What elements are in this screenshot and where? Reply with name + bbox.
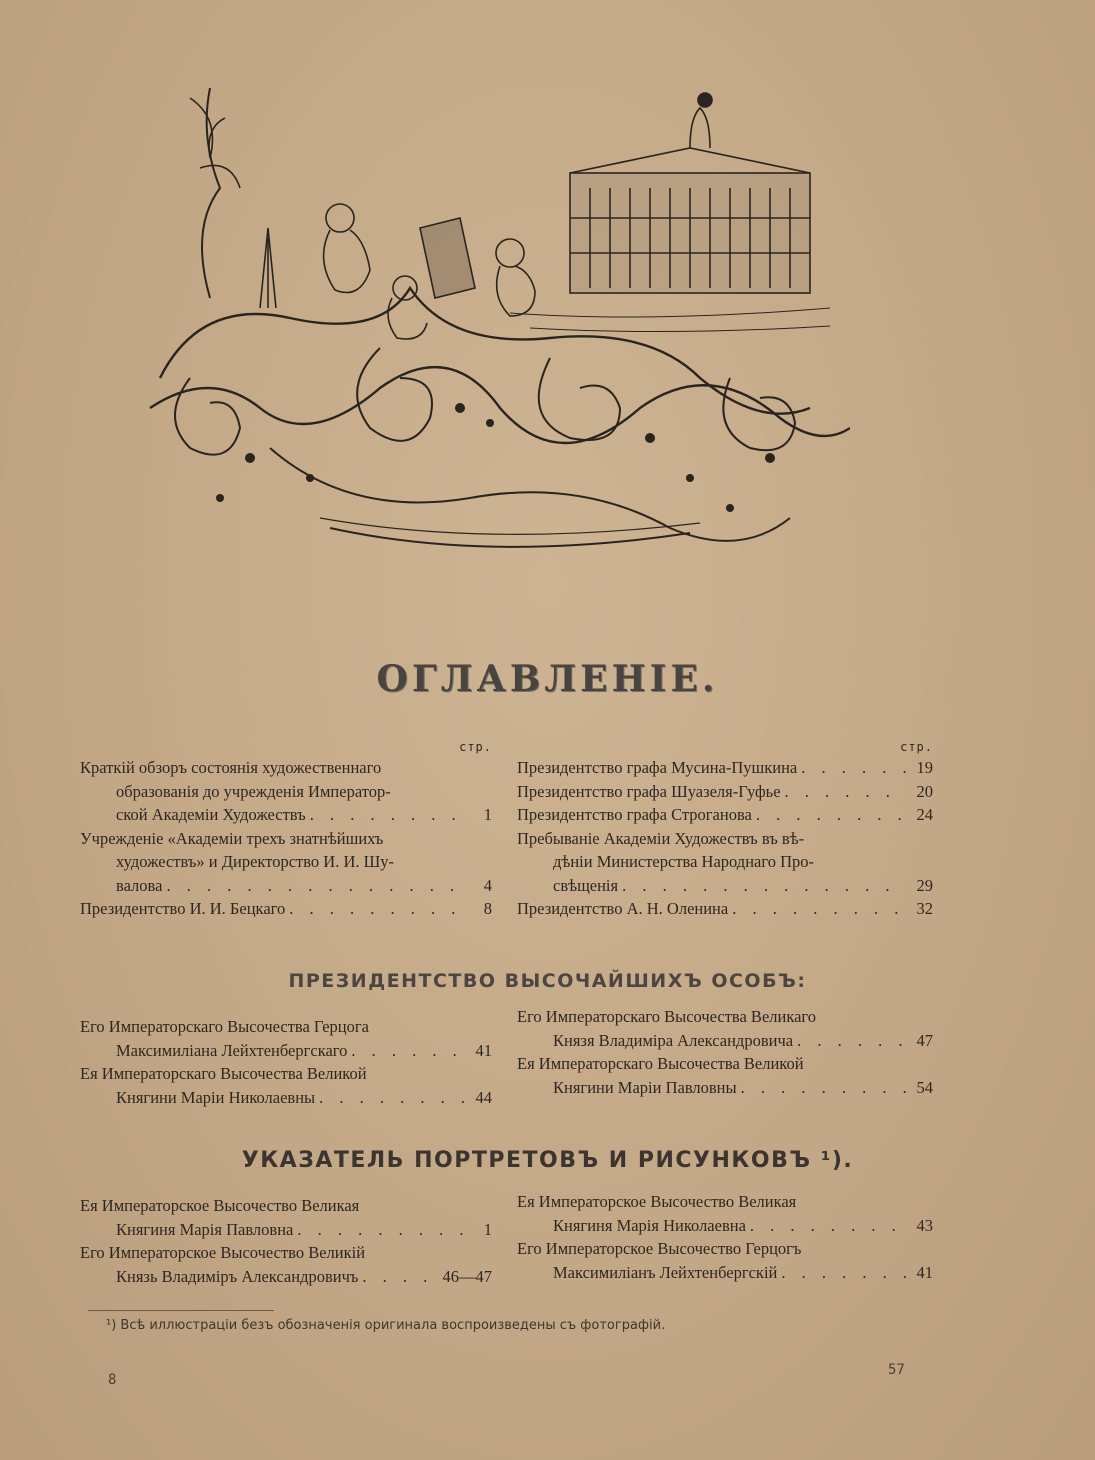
toc-entry <box>517 780 933 804</box>
toc-entry <box>517 756 933 780</box>
toc-line: Его Императорское Высочество Герцогъ <box>517 1239 802 1258</box>
leader-dots <box>797 756 907 780</box>
palace-illustration <box>570 93 810 293</box>
toc-entry <box>517 1052 933 1099</box>
toc-line: Максимиліана Лейхтенбергскаго <box>116 1040 348 1060</box>
leader-dots <box>781 780 907 804</box>
left-page-number: 8 <box>108 1372 117 1388</box>
toc-line: Княгиня Марія Павловна <box>116 1219 294 1239</box>
toc-page-number: 46—47 <box>442 1266 492 1286</box>
toc-line: валова <box>116 875 163 895</box>
page-column-label: стр. <box>900 740 933 754</box>
toc-page-number: 4 <box>483 875 492 895</box>
toc-line: Князя Владиміра Александровича <box>553 1030 794 1050</box>
toc-entry <box>517 827 933 898</box>
leader-dots <box>752 803 907 827</box>
right-page-number: 57 <box>888 1362 905 1378</box>
toc-line: Президентство И. И. Бецкаго <box>80 899 286 918</box>
leader-dots <box>162 874 466 898</box>
toc-line: художествъ» и Директорство И. И. Шу- <box>116 852 395 871</box>
toc-entry <box>80 1194 492 1241</box>
toc-line: дѣніи Министерства Народнаго Про- <box>553 852 815 871</box>
leader-dots <box>347 1039 466 1063</box>
leader-dots <box>358 1265 436 1289</box>
toc-line: Президентство графа Строганова <box>517 805 752 824</box>
section3-right-column <box>517 1190 933 1284</box>
toc-page-number: 1 <box>483 1219 492 1239</box>
toc-entry <box>517 1237 933 1284</box>
toc-entry <box>517 803 933 827</box>
contents-right-column <box>517 738 933 921</box>
section2-right-column <box>517 1005 933 1099</box>
toc-entry <box>517 897 933 921</box>
leader-dots <box>306 803 466 827</box>
toc-line: Князь Владиміръ Александровичъ <box>116 1266 359 1286</box>
toc-page-number: 44 <box>475 1087 492 1107</box>
toc-page-number: 47 <box>916 1030 933 1050</box>
toc-line: Ея Императорское Высочество Великая <box>517 1192 797 1211</box>
toc-line: Пребываніе Академіи Художествъ въ вѣ- <box>517 828 805 848</box>
leader-dots <box>746 1214 907 1238</box>
toc-page-number: 43 <box>916 1215 933 1235</box>
section3-left-column <box>80 1194 492 1288</box>
toc-line: Княгиня Марія Николаевна <box>553 1215 746 1235</box>
toc-page-number: 29 <box>916 875 933 895</box>
toc-line: Президентство графа Шуазеля-Гуфье <box>517 781 781 801</box>
toc-line: Княгини Маріи Николаевны <box>116 1087 316 1107</box>
toc-page-number: 1 <box>483 805 492 824</box>
leader-dots <box>793 1029 907 1053</box>
leader-dots <box>618 874 907 898</box>
page-column-label: стр. <box>459 740 492 754</box>
leader-dots <box>285 897 466 921</box>
section2-left-column <box>80 1015 492 1109</box>
toc-line: Его Императорское Высочество Великій <box>80 1243 366 1262</box>
contents-left-column <box>80 738 492 921</box>
toc-page-number: 41 <box>916 1262 933 1282</box>
toc-entry <box>80 897 492 921</box>
section-heading-presidency: ПРЕЗИДЕНТСТВО ВЫСОЧАЙШИХЪ ОСОБЪ: <box>288 970 807 992</box>
contents-heading: ОГЛАВЛЕНІЕ. <box>376 658 719 700</box>
leader-dots <box>777 1261 907 1285</box>
toc-line: Его Императорскаго Высочества Великаго <box>517 1007 817 1026</box>
toc-line: Ея Императорское Высочество Великая <box>80 1196 360 1215</box>
toc-line: ской Академіи Художествъ <box>116 805 306 824</box>
toc-page-number: 41 <box>475 1040 492 1060</box>
toc-line: Княгини Маріи Павловны <box>553 1077 737 1097</box>
toc-page-number: 24 <box>916 805 933 824</box>
toc-entry <box>80 756 492 827</box>
toc-line: Ея Императорскаго Высочества Великой <box>517 1054 804 1073</box>
toc-page-number: 20 <box>916 781 933 801</box>
toc-line: Его Императорскаго Высочества Герцога <box>80 1017 369 1036</box>
toc-entry <box>80 1241 492 1288</box>
leader-dots <box>293 1218 466 1242</box>
toc-line: Ея Императорскаго Высочества Великой <box>80 1064 367 1083</box>
toc-line: свѣщенія <box>553 875 619 895</box>
engraving-vignette <box>130 78 850 563</box>
toc-page-number: 32 <box>916 899 933 918</box>
toc-line: Учрежденіе «Академіи трехъ знатнѣйшихъ <box>80 828 384 848</box>
leader-dots <box>315 1086 466 1110</box>
leader-dots <box>737 1076 907 1100</box>
toc-entry <box>517 1190 933 1237</box>
leader-dots <box>728 897 907 921</box>
toc-page-number: 19 <box>916 758 933 777</box>
toc-entry <box>80 1015 492 1062</box>
toc-page-number: 8 <box>483 899 492 918</box>
toc-line: Президентство А. Н. Оленина <box>517 899 729 918</box>
toc-entry <box>517 1005 933 1052</box>
toc-line: Максимиліанъ Лейхтенбергскій <box>553 1262 778 1282</box>
toc-line: Краткій обзоръ состоянія художественнаго <box>80 758 382 777</box>
footnote-rule <box>88 1310 274 1311</box>
toc-entry <box>80 1062 492 1109</box>
footnote: ¹) Всѣ иллюстраціи безъ обозначенія оригинала воспроизведены съ фотографій. <box>106 1318 666 1333</box>
section-heading-portraits-index: УКАЗАТЕЛЬ ПОРТРЕТОВЪ И РИСУНКОВЪ ¹). <box>241 1148 854 1173</box>
toc-line: образованія до учрежденія Император- <box>116 781 391 801</box>
toc-line: Президентство графа Мусина-Пушкина <box>517 758 798 777</box>
toc-page-number: 54 <box>916 1077 933 1097</box>
toc-entry <box>80 827 492 898</box>
